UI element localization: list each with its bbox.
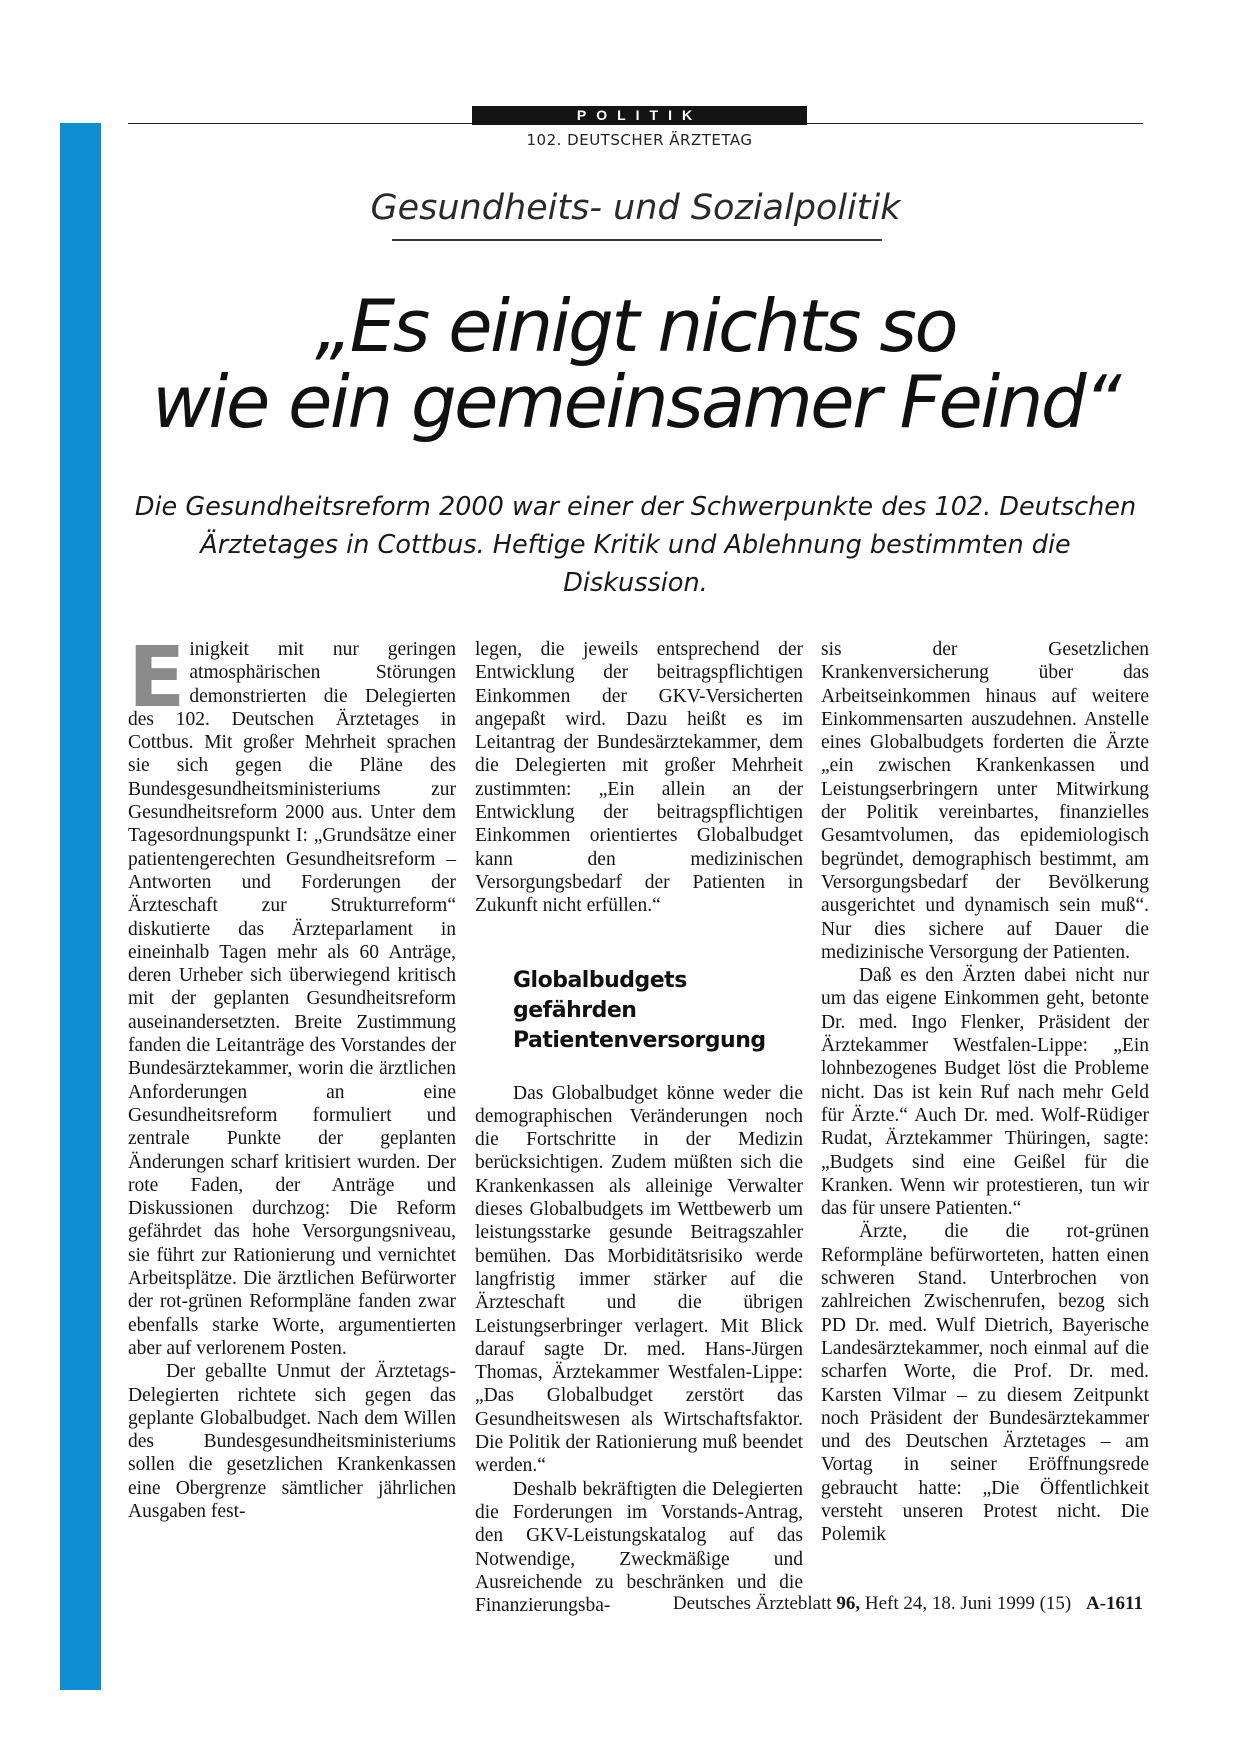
body-column-1 (128, 628, 456, 1523)
standfirst-line-2: Ärztetages in Cottbus. Heftige Kritik und Ablehnung bestimmten die Diskussion. (200, 530, 1071, 598)
page-footer (673, 1593, 1143, 1615)
body-column-3 (821, 638, 1149, 1547)
body-paragraph: Das Globalbudget könne weder die demographischen Veränderungen noch die Fortschritte in der Medizin berücksichtigen. Zudem müßten sich die Krankenkassen als alleinige Verwalter dieses Globalbudgets im Wettbewerb um leistungsstarke gesunde Beitragszahler bemühen. Das Morbiditätsrisiko werde langfristig immer stärker auf die Ärzteschaft und die übrigen Leistungserbringer verlagert. Mit Blick darauf sagte Dr. med. Hans-Jürgen Thomas, Ärztekammer Westfalen-Lippe: „Das Globalbudget zerstört das Gesundheitswesen als Wirtschaftsfaktor. Die Politik der Rationierung muß beendet werden.“ (475, 1082, 803, 1477)
accent-side-bar (60, 123, 101, 1690)
section-label: POLITIK (472, 106, 807, 125)
paragraph-text: inigkeit mit nur geringen atmosphärischen Störungen demonstrierten die Delegierten des 102. Deutschen Ärztetages in Cottbus. Mit großer Mehrheit sprachen sie sich gegen die Pläne des Bundesgesundheitsministeriums zur Gesundheitsreform 2000 aus. Unter dem Tagesordnungspunkt I: „Grundsätze einer patientengerechten Gesundheitsreform – Antworten und Forderungen der Ärzteschaft zur Strukturreform“ diskutierte das Ärzteparlament in eineinhalb Tagen mehr als 60 Anträge, deren Urheber sich überwiegend kritisch mit der geplanten Gesundheitsreform auseinandersetzten. Breite Zustimmung fanden die Leitanträge des Vorstandes der Bundesärztekammer, worin die ärztlichen Anforderungen an eine Gesundheitsreform formuliert und zentrale Punkte der geplanten Änderungen scharf kritisiert wurden. Der rote Faden, der Anträge und Diskussionen durchzog: Die Reform gefährdet das hohe Versorgungsniveau, sie führt zur Rationierung und vernichtet Arbeitsplätze. Die ärztlichen Befürworter der rot-grünen Reformpläne fanden zwar ebenfalls starke Worte, argumentierten aber auf verlorenem Posten. (128, 639, 456, 1359)
journal-name: Deutsches Ärzteblatt (672, 1593, 832, 1614)
standfirst-line-1: Die Gesundheitsreform 2000 war einer der Schwerpunkte des 102. Deutschen (134, 492, 1137, 522)
event-label: 102. DEUTSCHER ÄRZTETAG (526, 131, 753, 149)
body-paragraph: Daß es den Ärzten dabei nicht nur um das eigene Einkommen geht, betonte Dr. med. Ingo Flenker, Präsident der Ärztekammer Westfalen-Lippe: „Ein lohnbezogenes Budget löst die Probleme nicht. Das ist kein Ruf nach mehr Geld für Ärzte.“ Auch Dr. med. Wolf-Rüdiger Rudat, Ärztekammer Thüringen, sagte: „Budgets sind eine Geißel für die Kranken. Wenn wir protestieren, tun wir das für unsere Patienten.“ (821, 965, 1149, 1220)
category-title: Gesundheits- und Sozialpolitik (370, 188, 901, 228)
journal-volume: 96, (836, 1593, 861, 1614)
headline-line-2: wie ein gemeinsamer Feind“ (152, 360, 1119, 444)
subheading: Globalbudgets gefährden Patientenversorgung (513, 967, 766, 1053)
headline (128, 284, 1143, 444)
body-paragraph (128, 628, 456, 1360)
headline-line-1: „Es einigt nichts so (315, 284, 956, 368)
body-paragraph: sis der Gesetzlichen Krankenversicherung über das Arbeitseinkommen hinaus auf weitere Einkommensarten auszudehnen. Anstelle eines Globalbudgets forderten die Ärzte „ein zwischen Krankenkassen und Leistungserbringern unter Mitwirkung der Politik vereinbartes, finanzielles Gesamtvolumen, das epidemiologisch begründet, demographisch bestimmt, am Versorgungsbedarf der Bevölkerung ausgerichtet und dynamisch sein muß“. Nur dies sichere auf Dauer die medizinische Versorgung der Patienten. (821, 639, 1149, 963)
body-paragraph: Der geballte Unmut der Ärztetags-Delegierten richtete sich gegen das geplante Globalbudget. Nach dem Willen des Bundesgesundheitsministeriums sollen die gesetzlichen Krankenkassen eine Obergrenze sämtlicher jährlichen Ausgaben fest- (128, 1361, 456, 1522)
drop-cap: E (128, 628, 186, 726)
body-paragraph: Deshalb bekräftigten die Delegierten die Forderungen im Vorstands-Antrag, den GKV-Leistungskatalog auf das Notwendige, Zweckmäßige und Ausreichende zu beschränken und die Finanzierungsba- (475, 1478, 803, 1617)
page-number: A-1611 (1086, 1593, 1143, 1614)
body-paragraph: legen, die jeweils entsprechend der Entwicklung der beitragspflichtigen Einkommen der GKV-Versicherten angepaßt wird. Dazu heißt es im Leitantrag der Bundesärztekammer, dem die Delegierten mit großer Mehrheit zustimmten: „Ein allein an der Entwicklung der beitragspflichtigen Einkommen orientiertes Globalbudget kann den medizinischen Versorgungsbedarf der Patienten in Zukunft nicht erfüllen.“ (475, 639, 803, 917)
body-column-2 (475, 638, 803, 1617)
journal-issue: Heft 24, 18. Juni 1999 (15) (864, 1593, 1072, 1614)
standfirst (128, 488, 1143, 602)
category-underline (392, 239, 882, 241)
body-paragraph: Ärzte, die die rot-grünen Reformpläne befürworteten, hatten einen schweren Stand. Unterbrochen von zahlreichen Zwischenrufen, bezog sich PD Dr. med. Wulf Dietrich, Bayerische Landesärztekammer, noch einmal auf die scharfen Worte, die Prof. Dr. med. Karsten Vilmar – zu diesem Zeitpunkt noch Präsident der Bundesärztekammer und des Deutschen Ärztetages – am Vortag in seiner Eröffnungsrede gebraucht hatte: „Die Öffentlichkeit versteht unseren Protest nicht. Die Polemik (821, 1221, 1149, 1546)
